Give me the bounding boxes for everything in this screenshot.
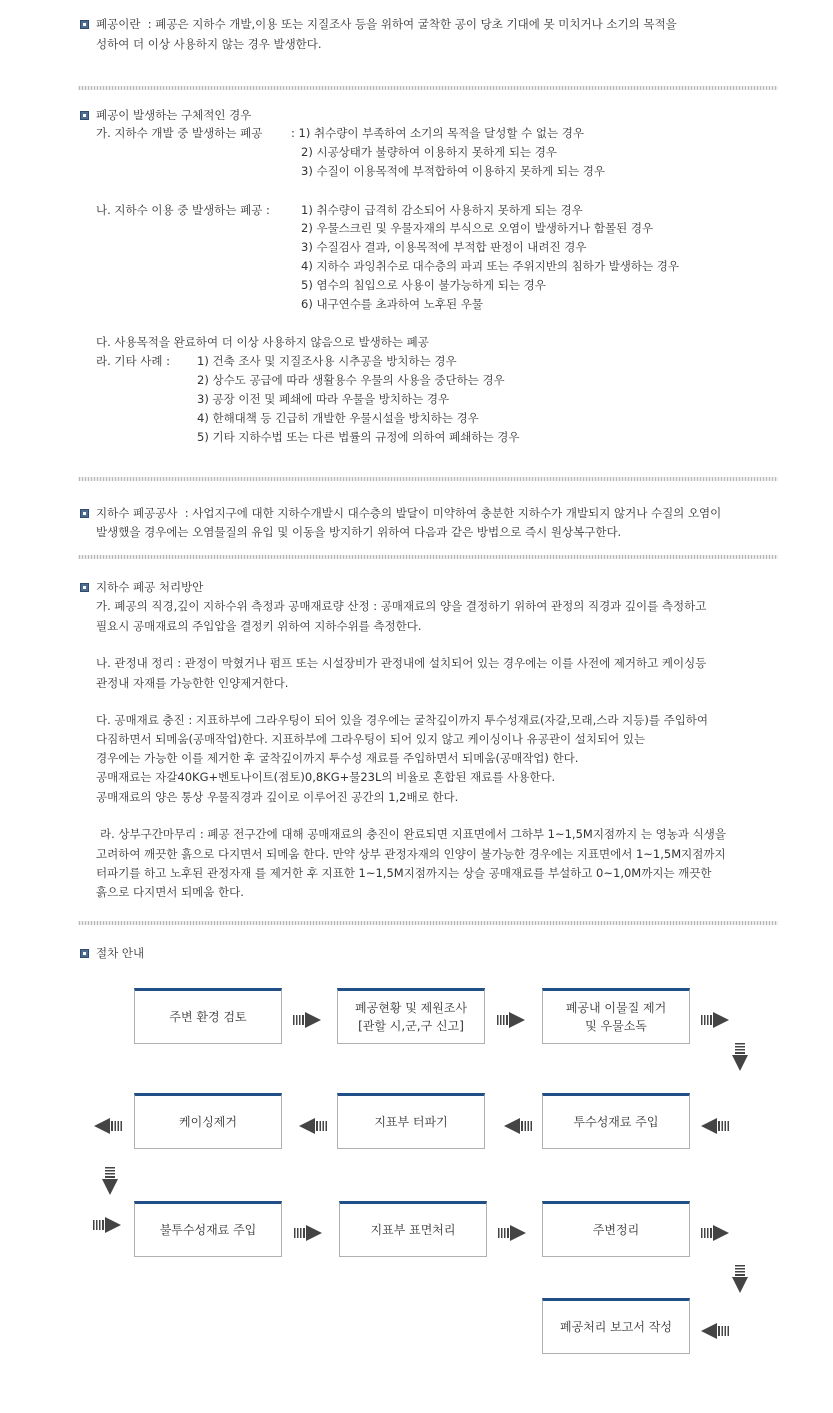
bullet-icon — [80, 949, 89, 958]
arrow-down-icon — [102, 1167, 118, 1195]
divider — [78, 555, 778, 559]
definition-line-1 — [96, 16, 677, 32]
treatment-na-2: 관정내 자재를 가능한한 인양제거한다. — [96, 676, 289, 690]
divider — [78, 921, 778, 925]
bullet-icon — [80, 20, 89, 29]
arrow-left-icon — [701, 1323, 729, 1339]
treatment-ra-4: 흙으로 다지면서 되메움 한다. — [96, 885, 244, 899]
arrow-right-icon — [293, 1012, 321, 1028]
arrow-left-icon — [504, 1118, 532, 1134]
bullet-icon — [80, 583, 89, 592]
causes-ga-item: : 1) 취수량이 부족하여 소기의 목적을 달성할 수 없는 경우 — [291, 126, 584, 140]
definition-title: 폐공이란 — [96, 17, 141, 31]
causes-ga-item: 3) 수질이 이용목적에 부적합하여 이용하지 못하게 되는 경우 — [301, 164, 606, 178]
step-box: 케이싱제거 — [134, 1093, 282, 1149]
bullet-icon — [80, 111, 89, 120]
arrow-left-icon — [701, 1118, 729, 1134]
definition-text: : 폐공은 지하수 개발,이용 또는 지질조사 등을 위하여 굴착한 공이 당초 기대에 못 미치거나 소기의 목적을 — [147, 17, 677, 31]
step-box: 주변 환경 검토 — [134, 988, 282, 1044]
causes-ga-item: 2) 시공상태가 불량하여 이용하지 못하게 되는 경우 — [301, 145, 557, 159]
treatment-da-3: 경우에는 가능한 이를 제거한 후 굴착깊이까지 투수성 재료를 주입하면서 되메움(공매작업) 한다. — [96, 751, 579, 765]
step-box: 투수성재료 주입 — [542, 1093, 690, 1149]
causes-na-item: 4) 지하수 과잉취수로 대수층의 파괴 또는 주위지반의 침하가 발생하는 경우 — [301, 259, 679, 273]
step-box: 불투수성재료 주입 — [134, 1201, 282, 1257]
construction-line-2: 발생했을 경우에는 오염물질의 유입 및 이동을 방지하기 위하여 다음과 같은 방법으로 즉시 원상복구한다. — [96, 525, 622, 539]
causes-ra-item: 2) 상수도 공급에 따라 생활용수 우물의 사용을 중단하는 경우 — [197, 373, 505, 387]
causes-na-item: 1) 취수량이 급격히 감소되어 사용하지 못하게 되는 경우 — [301, 203, 583, 217]
step-box: 폐공처리 보고서 작성 — [542, 1298, 690, 1354]
arrow-right-icon — [701, 1012, 729, 1028]
treatment-ra-1: 라. 상부구간마무리 : 폐공 전구간에 대해 공매재료의 충진이 완료되면 지표면에서 그하부 1~1,5M지점까지 는 영농과 식생을 — [100, 827, 726, 841]
section-title-treatment: 지하수 폐공 처리방안 — [96, 580, 204, 594]
causes-na-item: 3) 수질검사 결과, 이용목적에 부적합 판정이 내려진 경우 — [301, 240, 587, 254]
construction-title: 지하수 폐공공사 — [96, 506, 178, 520]
step-box: 폐공내 이물질 제거 및 우물소독 — [542, 988, 690, 1044]
treatment-ga-2: 필요시 공매재료의 주입압을 결정키 위하여 지하수위를 측정한다. — [96, 619, 422, 633]
section-title-procedure: 절차 안내 — [96, 946, 145, 960]
arrow-left-icon — [94, 1118, 122, 1134]
treatment-na-1: 나. 관정내 정리 : 관정이 막혔거나 펌프 또는 시설장비가 관정내에 설치되어 있는 경우에는 이를 사전에 제거하고 케이싱등 — [96, 656, 707, 670]
arrow-right-icon — [498, 1225, 526, 1241]
causes-ra-item: 1) 건축 조사 및 지질조사용 시추공을 방치하는 경우 — [197, 354, 457, 368]
arrow-down-icon — [732, 1043, 748, 1071]
causes-ga-label: 가. 지하수 개발 중 발생하는 폐공 — [96, 126, 263, 140]
causes-da: 다. 사용목적을 완료하여 더 이상 사용하지 않음으로 발생하는 폐공 — [96, 335, 429, 349]
bullet-icon — [80, 509, 89, 518]
construction-line-1 — [96, 505, 721, 521]
step-box: 주변정리 — [542, 1201, 690, 1257]
causes-na-item: 2) 우물스크린 및 우물자재의 부식으로 오염이 발생하거나 함몰된 경우 — [301, 221, 654, 235]
construction-text: : 사업지구에 대한 지하수개발시 대수층의 발달이 미약하여 충분한 지하수가 개발되지 않거나 수질의 오염이 — [184, 506, 722, 520]
step-box: 지표부 표면처리 — [339, 1201, 487, 1257]
causes-na-item: 6) 내구연수를 초과하여 노후된 우물 — [301, 297, 483, 311]
treatment-ga-1: 가. 폐공의 직경,깊이 지하수위 측정과 공매재료량 산정 : 공매재료의 양을 결정하기 위하여 관정의 직경과 깊이를 측정하고 — [96, 599, 707, 613]
arrow-right-icon — [294, 1225, 322, 1241]
causes-na-label: 나. 지하수 이용 중 발생하는 폐공 : — [96, 203, 270, 217]
treatment-da-4: 공매재료는 자갈40KG+벤토나이트(점토)0,8KG+물23L의 비율로 혼합된 재료를 사용한다. — [96, 770, 556, 784]
treatment-da-1: 다. 공매재료 충진 : 지표하부에 그라우팅이 되어 있을 경우에는 굴착깊이까지 투수성재료(자갈,모래,스라 지등)를 주입하여 — [96, 713, 709, 727]
arrow-right-icon — [497, 1012, 525, 1028]
treatment-da-5: 공매재료의 양은 통상 우물직경과 깊이로 이루어진 공간의 1,2배로 한다. — [96, 790, 459, 804]
treatment-da-2: 다짐하면서 되메움(공매작업)한다. 지표하부에 그라우팅이 되어 있지 않고 케이싱이나 유공관이 설치되어 있는 — [96, 732, 646, 746]
step-box: 지표부 터파기 — [337, 1093, 485, 1149]
divider — [78, 86, 778, 90]
causes-ra-item: 4) 한해대책 등 긴급히 개발한 우물시설을 방치하는 경우 — [197, 411, 479, 425]
causes-ra-item: 3) 공장 이전 및 폐쇄에 따라 우물을 방치하는 경우 — [197, 392, 450, 406]
step-box: 폐공현황 및 제원조사 [관할 시,군,구 신고] — [337, 988, 485, 1044]
definition-line-2: 성하여 더 이상 사용하지 않는 경우 발생한다. — [96, 37, 322, 51]
arrow-down-icon — [732, 1265, 748, 1293]
causes-ra-label: 라. 기타 사례 : — [96, 354, 171, 368]
section-title-causes: 폐공이 발생하는 구체적인 경우 — [96, 108, 252, 122]
causes-ra-item: 5) 기타 지하수법 또는 다른 법률의 규정에 의하여 폐쇄하는 경우 — [197, 430, 520, 444]
treatment-ra-3: 터파기를 하고 노후된 관정자재 를 제거한 후 지표한 1~1,5M지점까지는 상슬 공매재료를 부설하고 0~1,0M까지는 깨끗한 — [96, 866, 712, 880]
divider — [78, 477, 778, 481]
arrow-right-icon — [93, 1217, 121, 1233]
arrow-left-icon — [299, 1118, 327, 1134]
treatment-ra-2: 고려하여 깨끗한 흙으로 다지면서 되메움 한다. 만약 상부 관정자재의 인양이 불가능한 경우에는 지표면에서 1~1,5M지점까지 — [96, 847, 726, 861]
arrow-right-icon — [701, 1225, 729, 1241]
causes-na-item: 5) 염수의 침입으로 사용이 불가능하게 되는 경우 — [301, 278, 546, 292]
